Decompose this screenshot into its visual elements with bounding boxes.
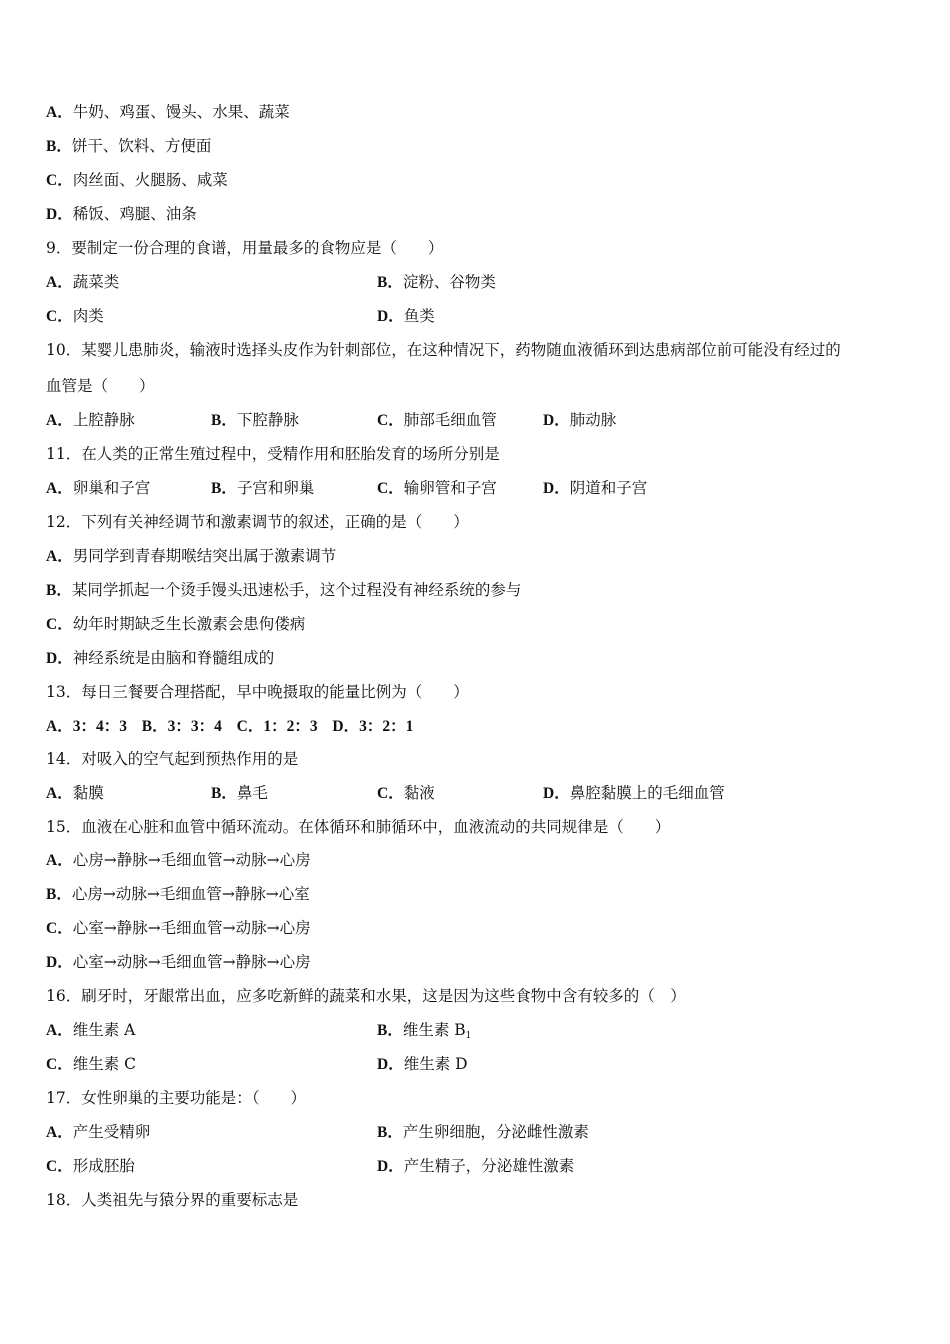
option-label: D． [377, 1056, 404, 1073]
option-label: A． [46, 480, 73, 497]
option-text: 蔬菜类 [72, 273, 120, 291]
option-label: B． [46, 138, 72, 155]
q17-option-a [46, 1122, 150, 1143]
q11-option-a [46, 478, 150, 499]
option-text: 产生受精卵 [72, 1123, 151, 1141]
option-text: 形成胚胎 [72, 1157, 135, 1175]
option-label: B． [46, 582, 72, 599]
q14-stem: 14．对吸入的空气起到预热作用的是 [46, 750, 299, 768]
option-label: D． [46, 650, 73, 667]
q15-option-c [46, 918, 311, 939]
q9-stem: 9．要制定一份合理的食谱，用量最多的食物应是（ ） [46, 239, 444, 257]
q13-options [46, 716, 413, 737]
q18-stem: 18．人类祖先与猿分界的重要标志是 [46, 1191, 299, 1209]
q12-stem: 12．下列有关神经调节和激素调节的叙述，正确的是（ ） [46, 513, 469, 531]
option-text: 某同学抓起一个烫手馒头迅速松手，这个过程没有神经系统的参与 [71, 581, 522, 599]
q9-option-a [46, 272, 119, 293]
q17-option-d [377, 1156, 574, 1177]
q13-stem: 13．每日三餐要合理搭配，早中晚摄取的能量比例为（ ） [46, 683, 469, 701]
option-text: 鱼类 [403, 307, 435, 325]
q8-option-a [46, 102, 290, 123]
option-label: B． [377, 1124, 403, 1141]
option-text: 维生素 B [402, 1021, 466, 1039]
option-label: A． [46, 548, 73, 565]
option-label: A． [46, 412, 73, 429]
option-label: A． [46, 785, 73, 802]
option-label: B． [211, 412, 237, 429]
q11-option-b [211, 478, 314, 499]
option-text: 饼干、饮料、方便面 [71, 137, 212, 155]
q16-stem: 16．刷牙时，牙龈常出血，应多吃新鲜的蔬菜和水果，这是因为这些食物中含有较多的（ ） [46, 987, 686, 1005]
option-text: 鼻毛 [236, 784, 268, 802]
option-label: C． [377, 785, 404, 802]
option-text: 鼻腔黏膜上的毛细血管 [569, 784, 725, 802]
option-label: D． [543, 480, 570, 497]
option-label: B． [141, 718, 168, 735]
q9-option-b [377, 272, 496, 293]
option-text: 黏膜 [72, 784, 104, 802]
option-text: 心房→静脉→毛细血管→动脉→心房 [72, 851, 311, 869]
option-text: 阴道和子宫 [569, 479, 648, 497]
q17-option-c [46, 1156, 135, 1177]
q14-option-a [46, 783, 104, 804]
option-text: 淀粉、谷物类 [402, 273, 496, 291]
option-text: 肉丝面、火腿肠、咸菜 [72, 171, 228, 189]
q10-option-b [211, 410, 299, 431]
option-label: D． [377, 1158, 404, 1175]
q9-option-d [377, 306, 435, 327]
option-label: D． [543, 785, 570, 802]
option-label: D． [543, 412, 570, 429]
option-text: 维生素 D [403, 1055, 468, 1073]
option-text: 幼年时期缺乏生长激素会患佝偻病 [72, 615, 306, 633]
option-text: 维生素 C [72, 1055, 136, 1073]
q12-option-c [46, 614, 305, 635]
q15-option-b [46, 884, 310, 905]
q16-option-d [377, 1054, 468, 1075]
option-text: 3：4：3 [72, 718, 127, 735]
option-label: C． [46, 1056, 73, 1073]
option-label: A． [46, 852, 73, 869]
q16-option-a [46, 1020, 135, 1041]
option-label: A． [46, 274, 73, 291]
option-label: B． [377, 274, 403, 291]
option-text: 心室→静脉→毛细血管→动脉→心房 [72, 919, 311, 937]
q14-option-d [543, 783, 725, 804]
q12-option-a [46, 546, 336, 567]
q16-option-b [377, 1020, 471, 1046]
q15-option-d [46, 952, 311, 973]
option-label: B． [46, 886, 72, 903]
option-label: D． [46, 954, 73, 971]
option-label: C． [46, 172, 73, 189]
option-text: 稀饭、鸡腿、油条 [72, 205, 197, 223]
q15-option-a [46, 850, 311, 871]
option-label: C． [46, 308, 73, 325]
q17-stem: 17．女性卵巢的主要功能是：（ ） [46, 1089, 306, 1107]
option-label: C． [46, 616, 73, 633]
option-text: 肺部毛细血管 [403, 411, 497, 429]
option-text: 子宫和卵巢 [236, 479, 315, 497]
option-text: 上腔静脉 [72, 411, 135, 429]
option-label: C． [377, 412, 404, 429]
option-label: C． [236, 718, 264, 735]
option-text: 3：3：4 [167, 718, 222, 735]
option-label: B． [377, 1022, 403, 1039]
q12-option-b [46, 580, 521, 601]
option-label: D． [46, 206, 73, 223]
q8-option-c [46, 170, 228, 191]
q11-stem: 11．在人类的正常生殖过程中，受精作用和胚胎发育的场所分别是 [46, 445, 500, 463]
option-label: C． [46, 920, 73, 937]
option-text: 输卵管和子宫 [403, 479, 497, 497]
subscript: 1 [465, 1031, 472, 1041]
option-label: A． [46, 1124, 73, 1141]
option-label: D． [332, 718, 360, 735]
option-text: 3：2：1 [359, 718, 414, 735]
option-text: 产生卵细胞，分泌雌性激素 [402, 1123, 589, 1141]
option-label: B． [211, 785, 237, 802]
q10-option-c [377, 410, 497, 431]
option-label: C． [377, 480, 404, 497]
q14-option-b [211, 783, 268, 804]
q8-option-d [46, 204, 197, 225]
option-text: 下腔静脉 [236, 411, 299, 429]
q8-option-b [46, 136, 211, 157]
option-label: A． [46, 1022, 73, 1039]
q11-option-d [543, 478, 647, 499]
option-text: 牛奶、鸡蛋、馒头、水果、蔬菜 [72, 103, 290, 121]
q10-stem: 10．某婴儿患肺炎，输液时选择头皮作为针刺部位，在这种情况下，药物随血液循环到达患病部位前可能没有经过的 [46, 341, 841, 359]
option-text: 神经系统是由脑和脊髓组成的 [72, 649, 275, 667]
q15-stem: 15．血液在心脏和血管中循环流动。在体循环和肺循环中，血液流动的共同规律是（ ） [46, 818, 671, 836]
option-text: 产生精子，分泌雄性激素 [403, 1157, 575, 1175]
q10-option-a [46, 410, 135, 431]
q10-option-d [543, 410, 616, 431]
option-text: 心室→动脉→毛细血管→静脉→心房 [72, 953, 311, 971]
q16-option-c [46, 1054, 136, 1075]
option-text: 维生素 A [72, 1021, 136, 1039]
option-label: D． [377, 308, 404, 325]
option-text: 心房→动脉→毛细血管→静脉→心室 [71, 885, 310, 903]
q11-option-c [377, 478, 497, 499]
q12-option-d [46, 648, 274, 669]
option-text: 卵巢和子宫 [72, 479, 151, 497]
option-text: 男同学到青春期喉结突出属于激素调节 [72, 547, 337, 565]
option-text: 肺动脉 [569, 411, 617, 429]
option-text: 黏液 [403, 784, 435, 802]
option-text: 1：2：3 [263, 718, 318, 735]
q14-option-c [377, 783, 435, 804]
option-label: A． [46, 104, 73, 121]
option-label: B． [211, 480, 237, 497]
option-label: C． [46, 1158, 73, 1175]
option-text: 肉类 [72, 307, 104, 325]
q9-option-c [46, 306, 104, 327]
q10-stem-cont: 血管是（ ） [46, 377, 155, 395]
q17-option-b [377, 1122, 589, 1143]
option-label: A． [46, 718, 73, 735]
